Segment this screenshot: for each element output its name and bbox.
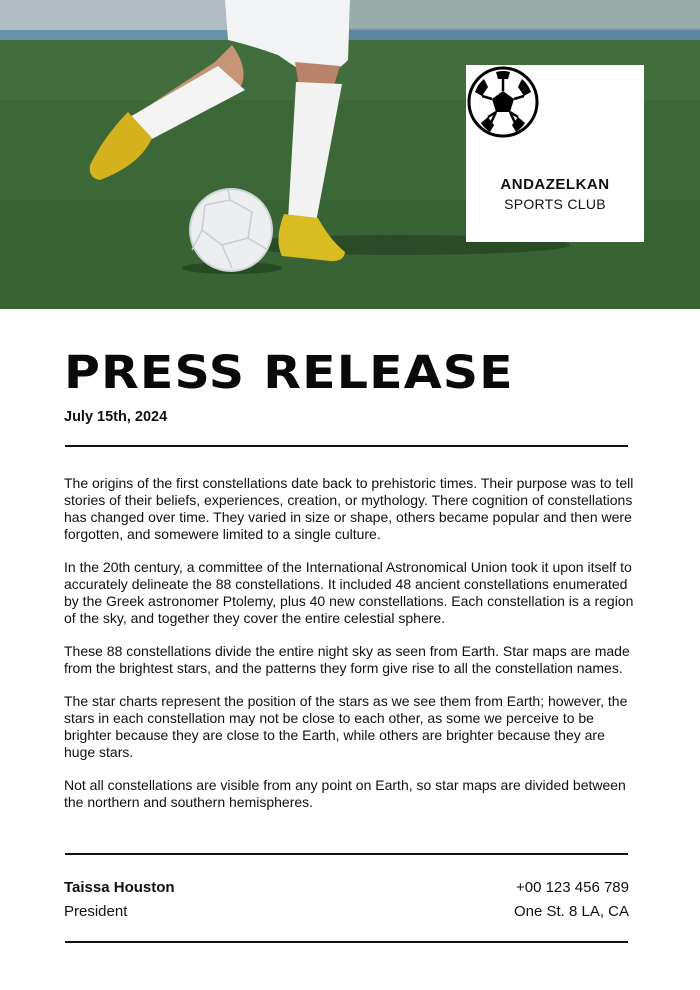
signatory-role: President: [64, 903, 128, 920]
release-date: July 15th, 2024: [64, 409, 168, 425]
contact-address: One St. 8 LA, CA: [513, 903, 629, 920]
contact-phone: +00 123 456 789: [515, 879, 629, 896]
paragraph: The star charts represent the position of the stars as we see them from Earth; however, the stars in each constellation may not be close to each other, as some we perceive to be brighter because they are close to the Earth, while others are brighter because they are huge stars.: [64, 693, 628, 760]
club-logo-card: [466, 65, 644, 242]
divider-top: [65, 445, 628, 447]
hero-photo: [0, 0, 700, 309]
paragraph: These 88 constellations divide the entire night sky as seen from Earth. Star maps are made from the brightest stars, and the patterns they form give rise to all the constellation names.: [64, 643, 630, 676]
page-title: PRESS RELEASE: [64, 346, 514, 399]
club-name: ANDAZELKAN: [500, 176, 610, 193]
divider-middle: [65, 853, 628, 855]
paragraph: In the 20th century, a committee of the International Astronomical Union took it upon itself to accurately delineate the 88 constellations. It included 48 ancient constellations enumerated by the Greek astronomer Ptolemy, plus 40 new constellations. Each constellation is a region of the sky, and together they cover the entire celestial sphere.: [64, 559, 634, 626]
paragraph: The origins of the first constellations date back to prehistoric times. Their purpose was to tell stories of their beliefs, experiences, creation, or mythology. There cognition of constellations has changed over time. They varied in size or shape, others became popular and then were forgotten, and somewere limited to a single culture.: [64, 475, 634, 542]
paragraph: Not all constellations are visible from any point on Earth, so star maps are divided between the northern and southern hemispheres.: [64, 777, 626, 810]
signatory-name: Taissa Houston: [64, 879, 175, 896]
club-subtitle: SPORTS CLUB: [504, 196, 606, 212]
soccer-ball-icon: [466, 65, 540, 139]
divider-bottom: [65, 941, 628, 943]
body-text: [64, 475, 634, 827]
